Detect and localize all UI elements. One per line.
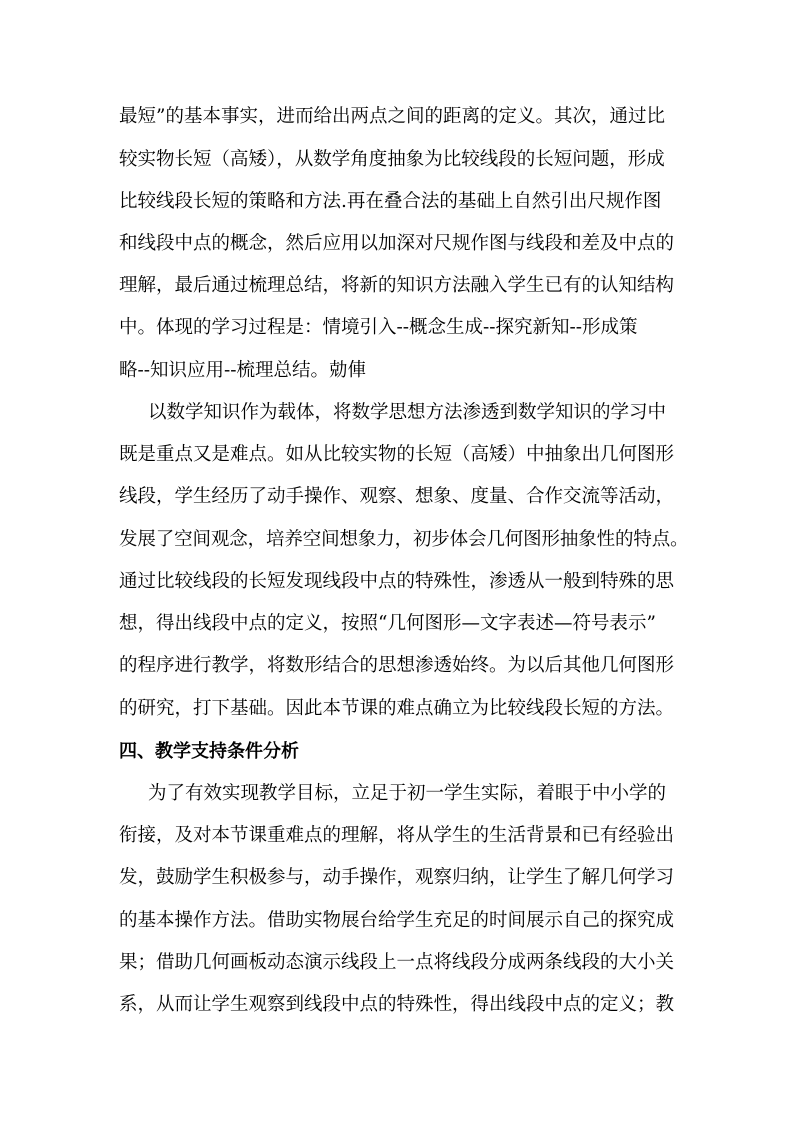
paragraph-line: 衔接，及对本节课重难点的理解，将从学生的生活背景和已有经验出 xyxy=(119,825,675,846)
paragraph-line: 略--知识应用--梳理总结。勀俥 xyxy=(119,360,367,381)
paragraph-line: 理解，最后通过梳理总结，将新的知识方法融入学生已有的认知结构 xyxy=(119,275,675,296)
paragraph-line: 最短”的基本事实，进而给出两点之间的距离的定义。其次，通过比 xyxy=(119,106,665,127)
paragraph-line: 比较线段长短的策略和方法.再在叠合法的基础上自然引出尺规作图 xyxy=(119,191,662,212)
paragraph-line: 为了有效实现教学目标，立足于初一学生实际，着眼于中小学的 xyxy=(148,783,667,804)
paragraph-line: 通过比较线段的长短发现线段中点的特殊性，渗透从一般到特殊的思 xyxy=(119,571,675,592)
paragraph-line: 果；借助几何画板动态演示线段上一点将线段分成两条线段的大小关 xyxy=(119,952,675,973)
paragraph-line: 发，鼓励学生积极参与，动手操作，观察归纳，让学生了解几何学习 xyxy=(119,867,675,888)
paragraph-line: 中。体现的学习过程是：情境引入--概念生成--探究新知--形成策 xyxy=(119,317,638,338)
paragraph-line: 线段，学生经历了动手操作、观察、想象、度量、合作交流等活动， xyxy=(119,486,675,507)
paragraph-line: 发展了空间观念，培养空间想象力，初步体会几何图形抽象性的特点。 xyxy=(119,529,689,550)
paragraph-line: 想，得出线段中点的定义，按照“几何图形—文字表述—符号表示” xyxy=(119,613,656,634)
paragraph-line: 系，从而让学生观察到线段中点的特殊性，得出线段中点的定义；教 xyxy=(119,994,675,1015)
paragraph-line: 的程序进行教学，将数形结合的思想渗透始终。为以后其他几何图形 xyxy=(119,655,675,676)
section-heading: 四、教学支持条件分析 xyxy=(119,741,299,762)
paragraph-line: 较实物长短（高矮），从数学角度抽象为比较线段的长短问题，形成 xyxy=(119,149,665,170)
paragraph-line: 既是重点又是难点。如从比较实物的长短（高矮）中抽象出几何图形 xyxy=(119,444,675,465)
paragraph-line: 的研究，打下基础。因此本节课的难点确立为比较线段长短的方法。 xyxy=(119,698,675,719)
paragraph-line: 的基本操作方法。借助实物展台给学生充足的时间展示自己的探究成 xyxy=(119,910,675,931)
paragraph-line: 以数学知识作为载体，将数学思想方法渗透到数学知识的学习中 xyxy=(148,402,667,423)
paragraph-line: 和线段中点的概念，然后应用以加深对尺规作图与线段和差及中点的 xyxy=(119,233,675,254)
